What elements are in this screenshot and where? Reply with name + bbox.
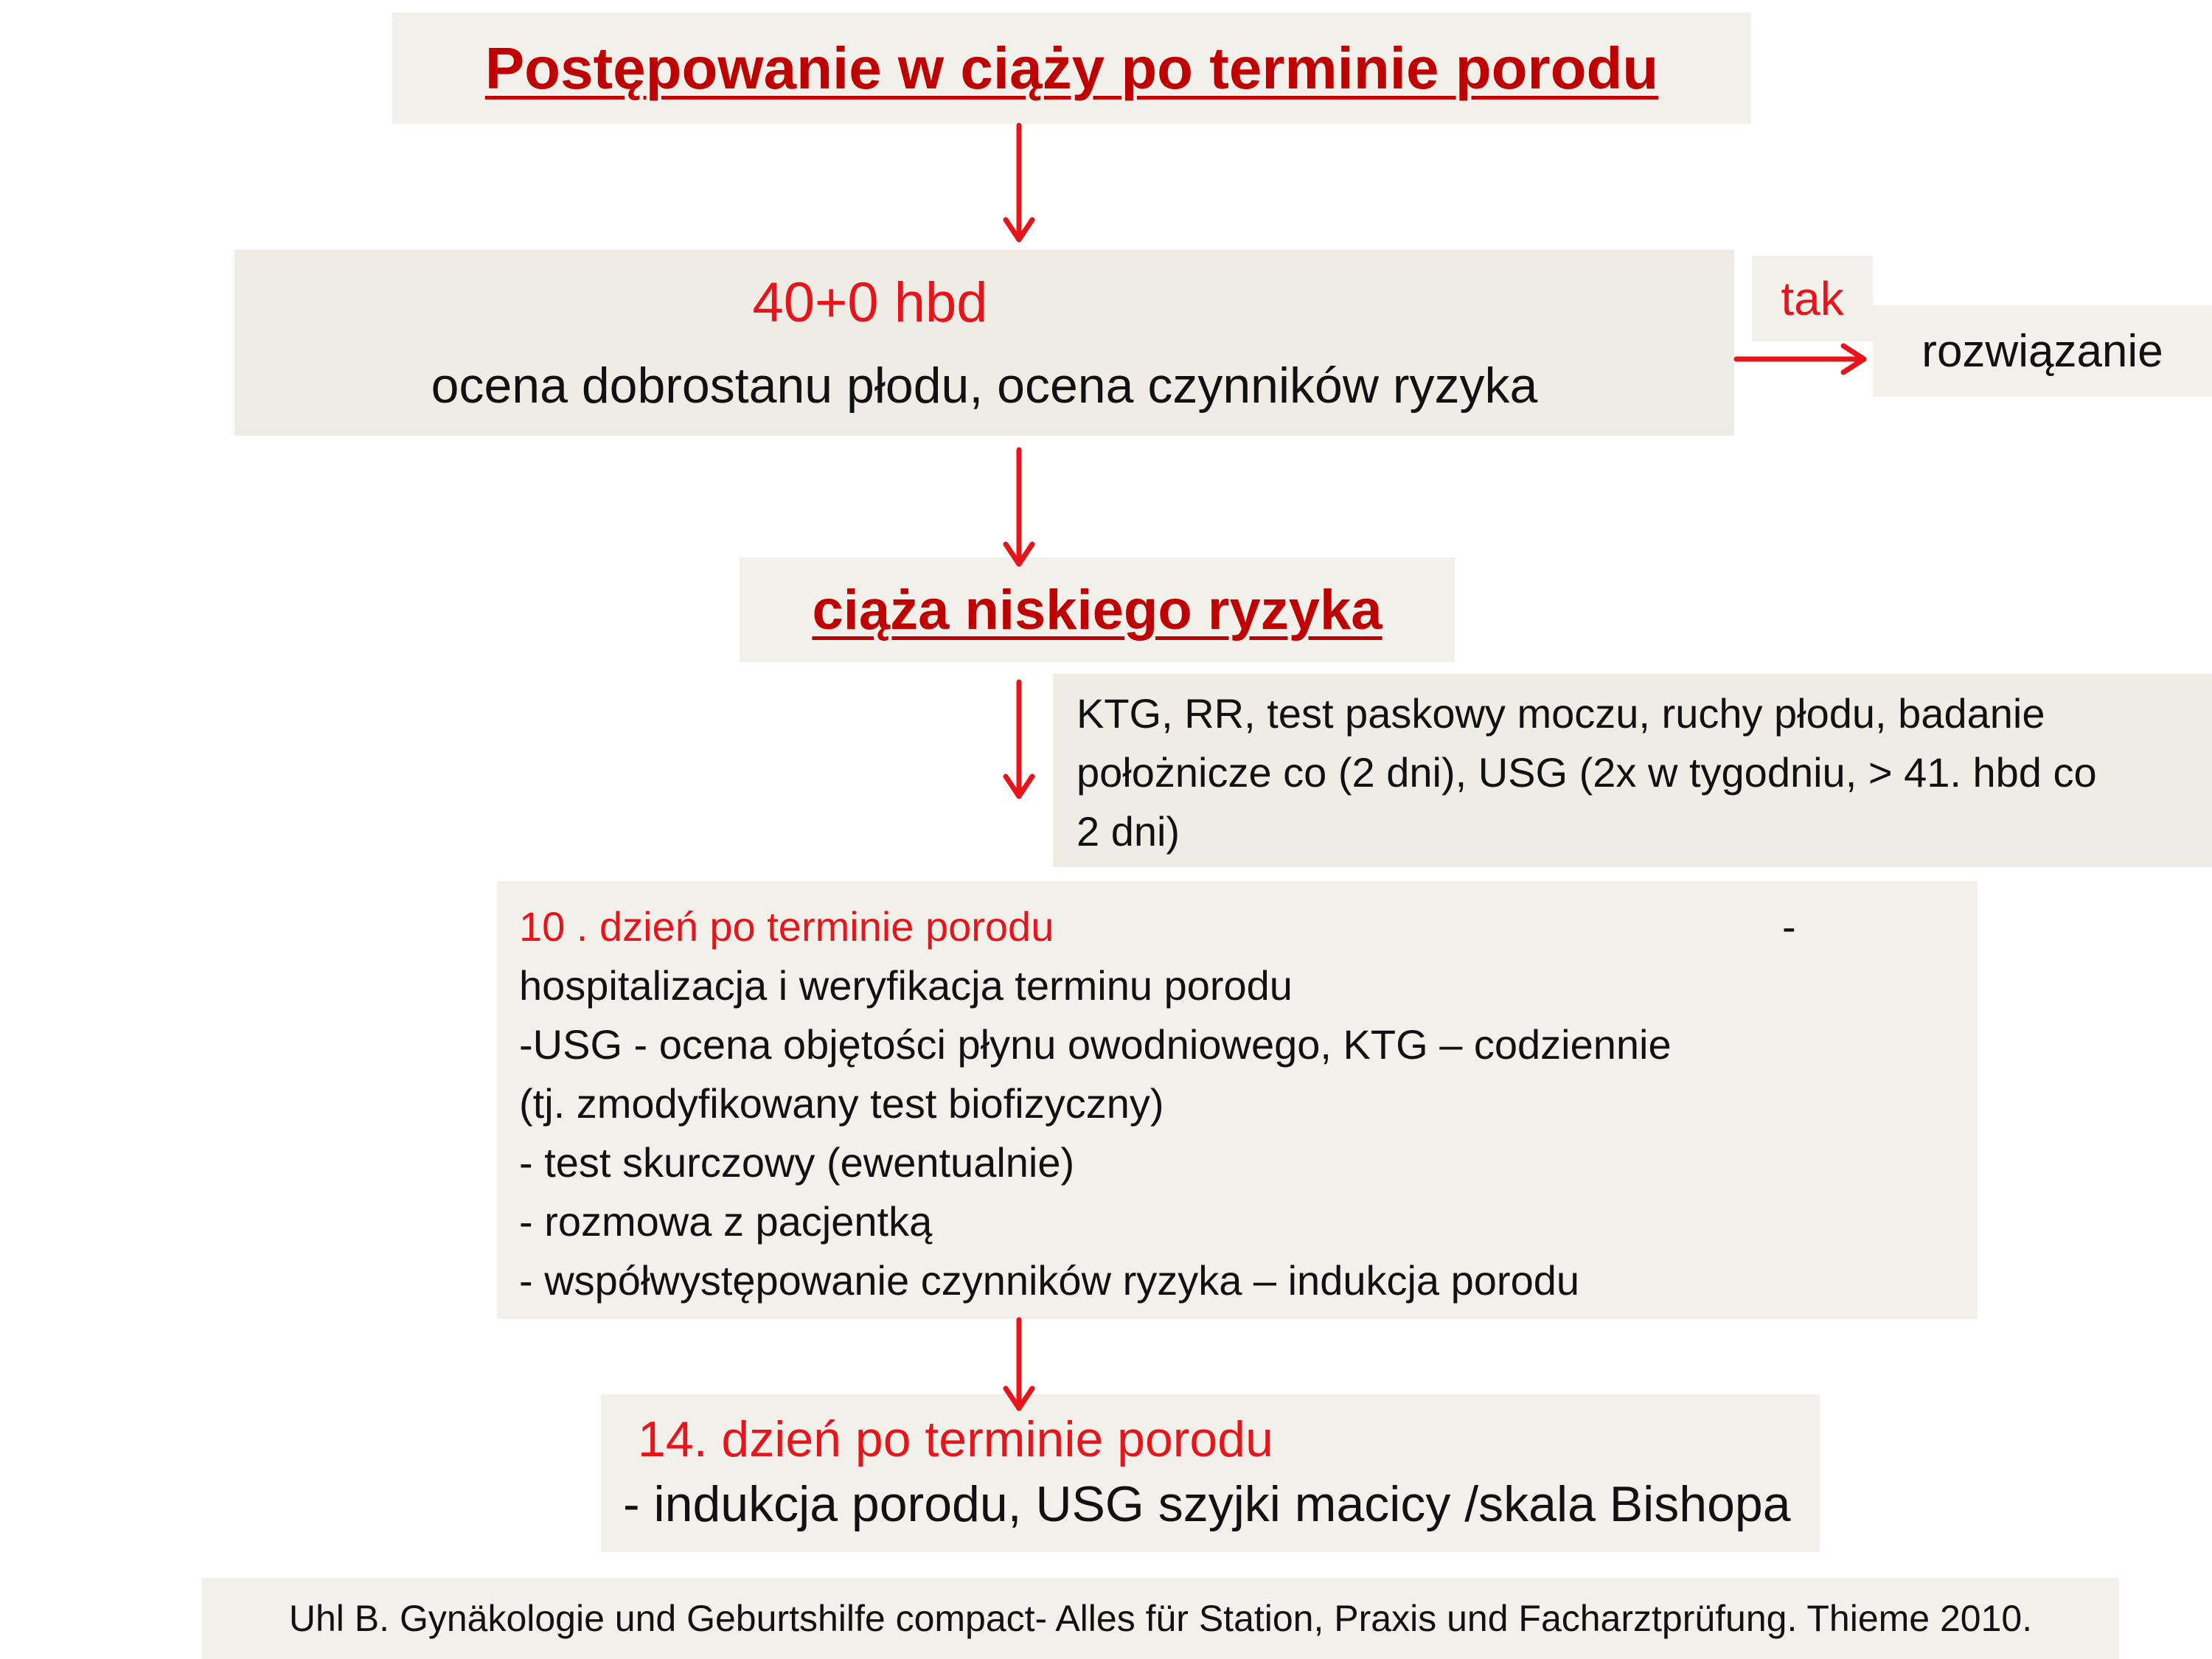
day-14-heading: 14. dzień po terminie porodu	[638, 1411, 1273, 1467]
day-10-trailing-dash: -	[1782, 903, 1796, 950]
day-10-line: (tj. zmodyfikowany test biofizyczny)	[519, 1080, 1164, 1127]
monitoring-line: położnicze co (2 dni), USG (2x w tygodniu, > 41. hbd co	[1077, 749, 2097, 796]
branch-yes-label: tak	[1752, 256, 1873, 341]
step-40-hbd-subtitle: ocena dobrostanu płodu, ocena czynników ryzyka	[431, 358, 1538, 414]
monitoring-line: 2 dni)	[1077, 808, 1180, 855]
arrow-low-risk-to-day10	[1006, 682, 1032, 796]
low-risk-label: ciąża niskiego ryzyka	[812, 578, 1382, 641]
monitoring-line: KTG, RR, test paskowy moczu, ruchy płodu, badanie	[1077, 690, 2045, 737]
day-10-line: - współwystępowanie czynników ryzyka – indukcja porodu	[519, 1257, 1580, 1304]
citation: Uhl B. Gynäkologie und Geburtshilfe compact- Alles für Station, Praxis und Facharztprüfung. Thieme 2010.	[202, 1578, 2119, 1659]
arrow-title-to-step1	[1006, 125, 1032, 240]
day-10-line: - rozmowa z pacjentką	[519, 1198, 933, 1245]
arrow-step1-to-low-risk	[1006, 450, 1032, 564]
day-10-line: -USG - ocena objętości płynu owodniowego, KTG – codziennie	[519, 1021, 1672, 1068]
step-40-hbd-heading: 40+0 hbd	[752, 271, 988, 334]
day-14-line: - indukcja porodu, USG szyjki macicy /skala Bishopa	[623, 1476, 1791, 1532]
page-title: Postępowanie w ciąży po terminie porodu	[484, 35, 1659, 101]
day-10-line: - test skurczowy (ewentualnie)	[519, 1139, 1075, 1186]
arrow-step1-to-result	[1736, 346, 1864, 372]
arrow-day10-to-day14	[1006, 1320, 1032, 1408]
day-10-line: hospitalizacja i weryfikacja terminu porodu	[519, 962, 1293, 1009]
day-10-heading: 10 . dzień po terminie porodu	[519, 903, 1054, 950]
branch-result-box: rozwiązanie	[1873, 305, 2212, 397]
